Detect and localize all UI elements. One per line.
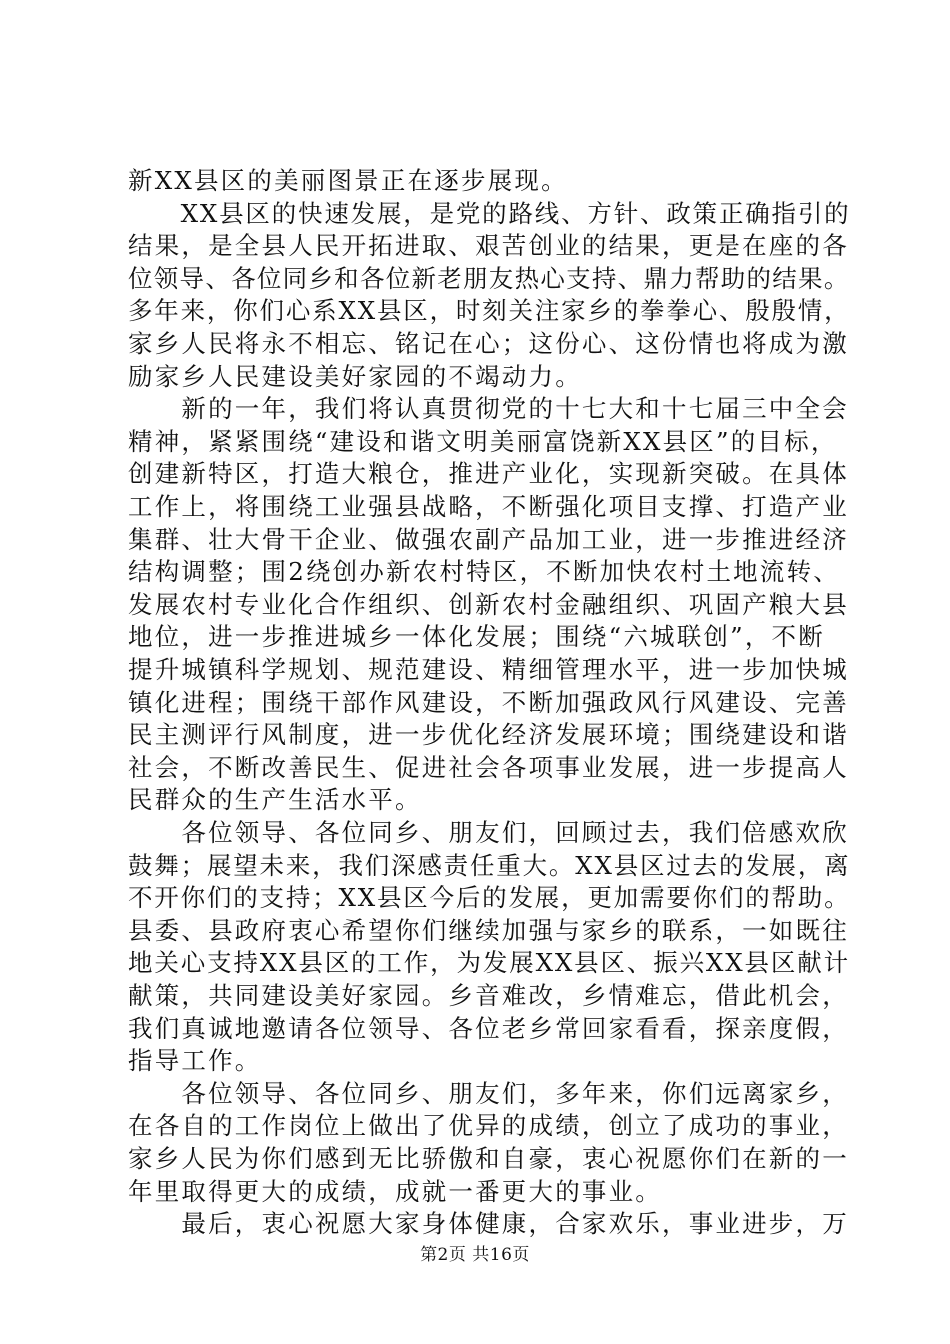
text-line: 民主测评行风制度，进一步优化经济发展环境；围绕建设和谐 bbox=[128, 720, 849, 750]
text-line: 地关心支持XX县区的工作，为发展XX县区、振兴XX县区献计 bbox=[128, 948, 850, 978]
text-line: 新的一年，我们将认真贯彻党的十七大和十七届三中全会 bbox=[128, 394, 849, 424]
text-line: 在各自的工作岗位上做出了优异的成绩，创立了成功的事业， bbox=[128, 1111, 849, 1141]
text-line: 励家乡人民建设美好家园的不竭动力。 bbox=[128, 361, 582, 391]
text-line: 位领导、各位同乡和各位新老朋友热心支持、鼎力帮助的结果。 bbox=[128, 263, 850, 293]
text-line: 地位，进一步推进城乡一体化发展；围绕“六城联创”，不断 bbox=[128, 622, 825, 652]
text-line: 工作上，将围绕工业强县战略，不断强化项目支撑、打造产业 bbox=[128, 492, 849, 521]
text-line: 鼓舞；展望未来，我们深感责任重大。XX县区过去的发展，离 bbox=[128, 850, 851, 880]
text-line: 精神，紧紧围绕“建设和谐文明美丽富饶新XX县区”的目标， bbox=[128, 426, 838, 456]
text-line: 新XX县区的美丽图景正在逐步展现。 bbox=[128, 166, 568, 195]
text-line: 家乡人民将永不相忘、铭记在心；这份心、这份情也将成为激 bbox=[128, 329, 849, 358]
text-line: 多年来，你们心系XX县区，时刻关注家乡的拳拳心、殷殷情， bbox=[128, 296, 851, 326]
text-line: 各位领导、各位同乡、朋友们，多年来，你们远离家乡， bbox=[128, 1078, 849, 1108]
text-line: 发展农村专业化合作组织、创新农村金融组织、巩固产粮大县 bbox=[128, 589, 849, 619]
text-line: 结果，是全县人民开拓进取、艰苦创业的结果，更是在座的各 bbox=[128, 231, 849, 261]
page-footer: 第2页 共16页 bbox=[420, 1245, 530, 1265]
text-line: 提升城镇科学规划、规范建设、精细管理水平，进一步加快城 bbox=[128, 655, 849, 684]
text-line: 社会，不断改善民生、促进社会各项事业发展，进一步提高人 bbox=[128, 752, 849, 782]
text-line: 结构调整；围2绕创办新农村特区，不断加快农村土地流转、 bbox=[128, 557, 840, 587]
text-line: 献策，共同建设美好家园。乡音难改，乡情难忘，借此机会， bbox=[128, 981, 849, 1010]
text-line: 各位领导、各位同乡、朋友们，回顾过去，我们倍感欢欣 bbox=[128, 818, 849, 847]
text-line: 镇化进程；围绕干部作风建设，不断加强政风行风建设、完善 bbox=[128, 687, 849, 717]
text-line: 集群、壮大骨干企业、做强农副产品加工业，进一步推进经济 bbox=[128, 524, 849, 554]
text-line: 创建新特区，打造大粮仓，推进产业化，实现新突破。在具体 bbox=[128, 459, 849, 489]
text-line: XX县区的快速发展，是党的路线、方针、政策正确指引的 bbox=[128, 198, 851, 228]
text-line: 最后，衷心祝愿大家身体健康，合家欢乐，事业进步，万 bbox=[128, 1209, 849, 1239]
text-line: 指导工作。 bbox=[128, 1046, 262, 1076]
text-line: 不开你们的支持；XX县区今后的发展，更加需要你们的帮助。 bbox=[128, 883, 851, 913]
text-line: 县委、县政府衷心希望你们继续加强与家乡的联系，一如既往 bbox=[128, 915, 849, 945]
text-line: 我们真诚地邀请各位领导、各位老乡常回家看看，探亲度假， bbox=[128, 1013, 849, 1043]
text-line: 民群众的生产生活水平。 bbox=[128, 785, 422, 815]
text-line: 家乡人民为你们感到无比骄傲和自豪，衷心祝愿你们在新的一 bbox=[128, 1144, 849, 1173]
text-line: 年里取得更大的成绩，成就一番更大的事业。 bbox=[128, 1176, 662, 1206]
